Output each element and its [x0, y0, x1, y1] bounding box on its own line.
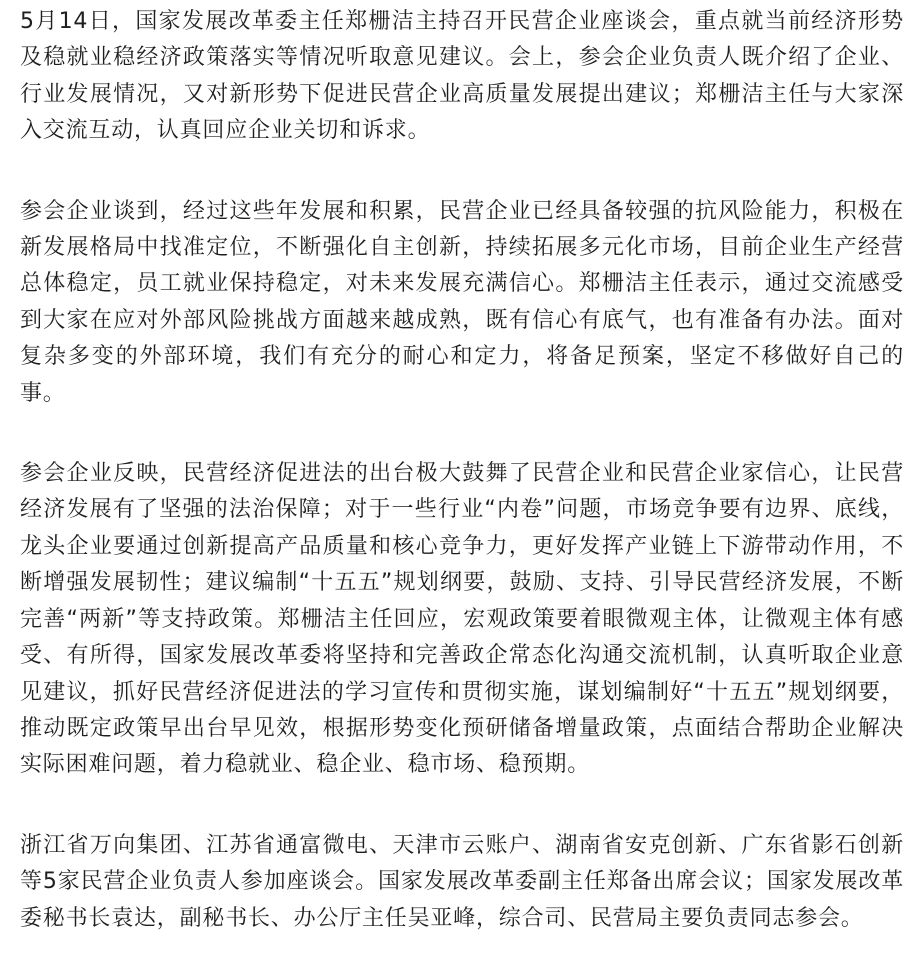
paragraph-meeting-overview: 5月14日，国家发展改革委主任郑栅洁主持召开民营企业座谈会，重点就当前经济形势及稳就业稳经济政策落实等情况听取意见建议。会上，参会企业负责人既介绍了企业、行业发展情况，又对新形势下促进民营企业高质量发展提出建议；郑栅洁主任与大家深入交流互动，认真回应企业关切和诉求。 [20, 9, 904, 144]
paragraph-attendees: 浙江省万向集团、江苏省通富微电、天津市云账户、湖南省安克创新、广东省影石创新等5家民营企业负责人参加座谈会。国家发展改革委副主任郑备出席会议；国家发展改革委秘书长袁达，副秘书长、办公厅主任吴亚峰，综合司、民营局主要负责同志参会。 [20, 832, 904, 931]
article-body [20, 4, 904, 937]
paragraph-enterprise-resilience: 参会企业谈到，经过这些年发展和积累，民营企业已经具备较强的抗风险能力，积极在新发展格局中找准定位，不断强化自主创新，持续拓展多元化市场，目前企业生产经营总体稳定，员工就业保持稳定，对未来发展充满信心。郑栅洁主任表示，通过交流感受到大家在应对外部风险挑战方面越来越成熟，既有信心有底气，也有准备有办法。面对复杂多变的外部环境，我们有充分的耐心和定力，将备足预案，坚定不移做好自己的事。 [20, 198, 904, 406]
paragraph-policy-feedback: 参会企业反映，民营经济促进法的出台极大鼓舞了民营企业和民营企业家信心，让民营经济发展有了坚强的法治保障；对于一些行业“内卷”问题，市场竞争要有边界、底线，龙头企业要通过创新提高产品质量和核心竞争力，更好发挥产业链上下游带动作用，不断增强发展韧性；建议编制“十五五”规划纲要，鼓励、支持、引导民营经济发展，不断完善“两新”等支持政策。郑栅洁主任回应，宏观政策要着眼微观主体，让微观主体有感受、有所得，国家发展改革委将坚持和完善政企常态化沟通交流机制，认真听取企业意见建议，抓好民营经济促进法的学习宣传和贯彻实施，谋划编制好“十五五”规划纲要，推动既定政策早出台早见效，根据形势变化预研储备增量政策，点面结合帮助企业解决实际困难问题，着力稳就业、稳企业、稳市场、稳预期。 [20, 461, 904, 778]
